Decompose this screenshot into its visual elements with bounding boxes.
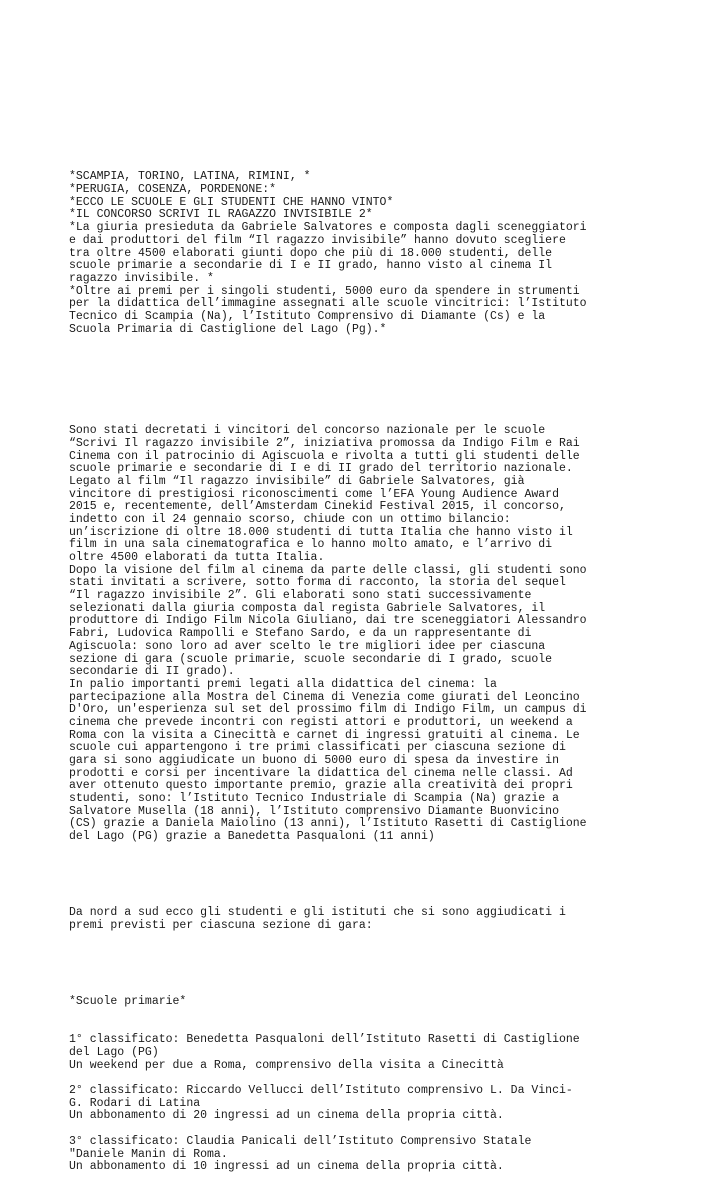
winner-line: "Daniele Manin di Roma. <box>69 1147 228 1161</box>
body-line: Legato al film “Il ragazzo invisibile” di Gabriele Salvatores, già <box>69 474 525 488</box>
body-line: 2015 e, recentemente, dell’Amsterdam Cinekid Festival 2015, il concorso, <box>69 500 566 514</box>
intro-text <box>69 907 719 932</box>
body-line: stati invitati a scrivere, sotto forma di racconto, la storia del sequel <box>69 576 566 590</box>
header-line: e dai produttori del film “Il ragazzo invisibile” hanno dovuto scegliere <box>69 233 566 247</box>
spacer <box>69 1072 719 1085</box>
body-line: produttore di Indigo Film Nicola Giuliano, dai tre sceneggiatori Alessandro <box>69 614 587 628</box>
body-line: gara si sono aggiudicate un buono di 5000 euro di spesa da investire in <box>69 754 559 768</box>
body-line: indetto con il 24 gennaio scorso, chiude con un ottimo bilancio: <box>69 512 511 526</box>
body-line: secondarie di II grado). <box>69 665 235 679</box>
header-line: ragazzo invisibile. * <box>69 271 214 285</box>
body-line: D'Oro, un'esperienza sul set del prossimo film di Indigo Film, un campus di <box>69 703 587 717</box>
header-line: Tecnico di Scampia (Na), l’Istituto Comprensivo di Diamante (Cs) e la <box>69 309 546 323</box>
body-line: Cinema con il patrocinio di Agiscuola e rivolta a tutti gli studenti delle <box>69 449 580 463</box>
winners-list <box>69 1034 719 1174</box>
body-line: partecipazione alla Mostra del Cinema di Venezia come giurati del Leoncino <box>69 690 580 704</box>
body-line: Salvatore Musella (18 anni), l’Istituto comprensivo Diamante Buonvicino <box>69 804 559 818</box>
winner-line: del Lago (PG) <box>69 1046 159 1059</box>
intro-line: Da nord a sud ecco gli studenti e gli istituti che si sono aggiudicati i <box>69 906 566 920</box>
body-line: un’iscrizione di oltre 18.000 studenti di tutta Italia che hanno visto il <box>69 525 573 539</box>
header-line: Scuola Primaria di Castiglione del Lago (Pg).* <box>69 322 387 336</box>
body-line: Sono stati decretati i vincitori del concorso nazionale per le scuole <box>69 424 546 438</box>
spacer <box>69 1123 719 1136</box>
body-line: del Lago (PG) grazie a Banedetta Pasqualoni (11 anni) <box>69 830 435 844</box>
body-line: Agiscuola: sono loro ad aver scelto le tre migliori idee per ciascuna <box>69 639 546 653</box>
body-line: In palio importanti premi legati alla didattica del cinema: la <box>69 677 497 691</box>
winner-entry <box>69 1085 719 1123</box>
body-line: Roma con la visita a Cinecittà e carnet di ingressi gratuiti al cinema. Le <box>69 728 580 742</box>
body-line: “Il ragazzo invisibile 2”. Gli elaborati sono stati successivamente <box>69 589 532 603</box>
header-line: *PERUGIA, COSENZA, PORDENONE:* <box>69 183 277 197</box>
body-line: scuole cui appartengono i tre primi classificati per ciascuna sezione di <box>69 741 566 755</box>
body-line: cinema che prevede incontri con registi attori e produttori, un weekend a <box>69 715 573 729</box>
header-line: per la didattica dell’immagine assegnati alle scuole vincitrici: l’Istituto <box>69 297 587 311</box>
body-line: aver ottenuto questo importante premio, grazie alla creatività dei propri <box>69 779 573 793</box>
body-line: Fabri, Ludovica Rampolli e Stefano Sardo, e da un rappresentante di <box>69 627 532 641</box>
winner-line: Un weekend per due a Roma, comprensivo della visita a Cinecittà <box>69 1058 504 1072</box>
document-page <box>69 146 719 1187</box>
header-line: *ECCO LE SCUOLE E GLI STUDENTI CHE HANNO VINTO* <box>69 195 394 209</box>
header-line: *IL CONCORSO SCRIVI IL RAGAZZO INVISIBILE 2* <box>69 208 373 222</box>
header-line: *Oltre ai premi per i singoli studenti, 5000 euro da spendere in strumenti <box>69 284 580 298</box>
body-line: sezione di gara (scuole primarie, scuole secondarie di I grado, scuole <box>69 652 553 666</box>
spacer <box>69 958 719 971</box>
body-line: film in una sala cinematografica e lo hanno molto amato, e l’arrivo di <box>69 538 553 552</box>
winner-line: 1° classificato: Benedetta Pasqualoni dell’Istituto Rasetti di Castiglione <box>69 1033 580 1047</box>
winner-line: 2° classificato: Riccardo Vellucci dell’Istituto comprensivo L. Da Vinci- <box>69 1084 573 1098</box>
body-line: Dopo la visione del film al cinema da parte delle classi, gli studenti sono <box>69 563 587 577</box>
header-line: *SCAMPIA, TORINO, LATINA, RIMINI, * <box>69 170 311 184</box>
spacer <box>69 869 719 882</box>
intro-line: premi previsti per ciascuna sezione di gara: <box>69 919 373 933</box>
body-line: (CS) grazie a Daniela Maiolino (13 anni), l’Istituto Rasetti di Castiglione <box>69 817 587 831</box>
body-text <box>69 425 719 844</box>
body-line: “Scrivi Il ragazzo invisibile 2”, iniziativa promossa da Indigo Film e Rai <box>69 436 580 450</box>
winner-line: G. Rodari di Latina <box>69 1096 201 1110</box>
header-line: tra oltre 4500 elaborati giunti dopo che più di 18.000 studenti, delle <box>69 246 553 260</box>
body-line: scuole primarie e secondarie di I e di II grado del territorio nazionale. <box>69 462 573 476</box>
body-line: selezionati dalla giuria composta dal regista Gabriele Salvatores, il <box>69 601 546 615</box>
winner-line: Un abbonamento di 10 ingressi ad un cinema della propria città. <box>69 1160 504 1174</box>
body-line: vincitore di prestigiosi riconoscimenti come l’EFA Young Audience Award <box>69 487 559 501</box>
header-line: *La giuria presieduta da Gabriele Salvatores e composta dagli sceneggiatori <box>69 221 587 235</box>
winner-entry <box>69 1136 719 1174</box>
section-title: *Scuole primarie* <box>69 995 187 1009</box>
winner-line: Un abbonamento di 20 ingressi ad un cinema della propria città. <box>69 1109 504 1123</box>
winner-entry <box>69 1034 719 1072</box>
winner-line: 3° classificato: Claudia Panicali dell’Istituto Comprensivo Statale <box>69 1134 532 1148</box>
press-header <box>69 171 719 336</box>
spacer <box>69 362 719 400</box>
header-line: scuole primarie a secondarie di I e II grado, hanno visto al cinema Il <box>69 259 553 273</box>
body-line: studenti, sono: l’Istituto Tecnico Industriale di Scampia (Na) grazie a <box>69 792 559 806</box>
body-line: oltre 4500 elaborati da tutta Italia. <box>69 551 325 565</box>
body-line: prodotti e corsi per incentivare la didattica del cinema nelle classi. Ad <box>69 766 573 780</box>
